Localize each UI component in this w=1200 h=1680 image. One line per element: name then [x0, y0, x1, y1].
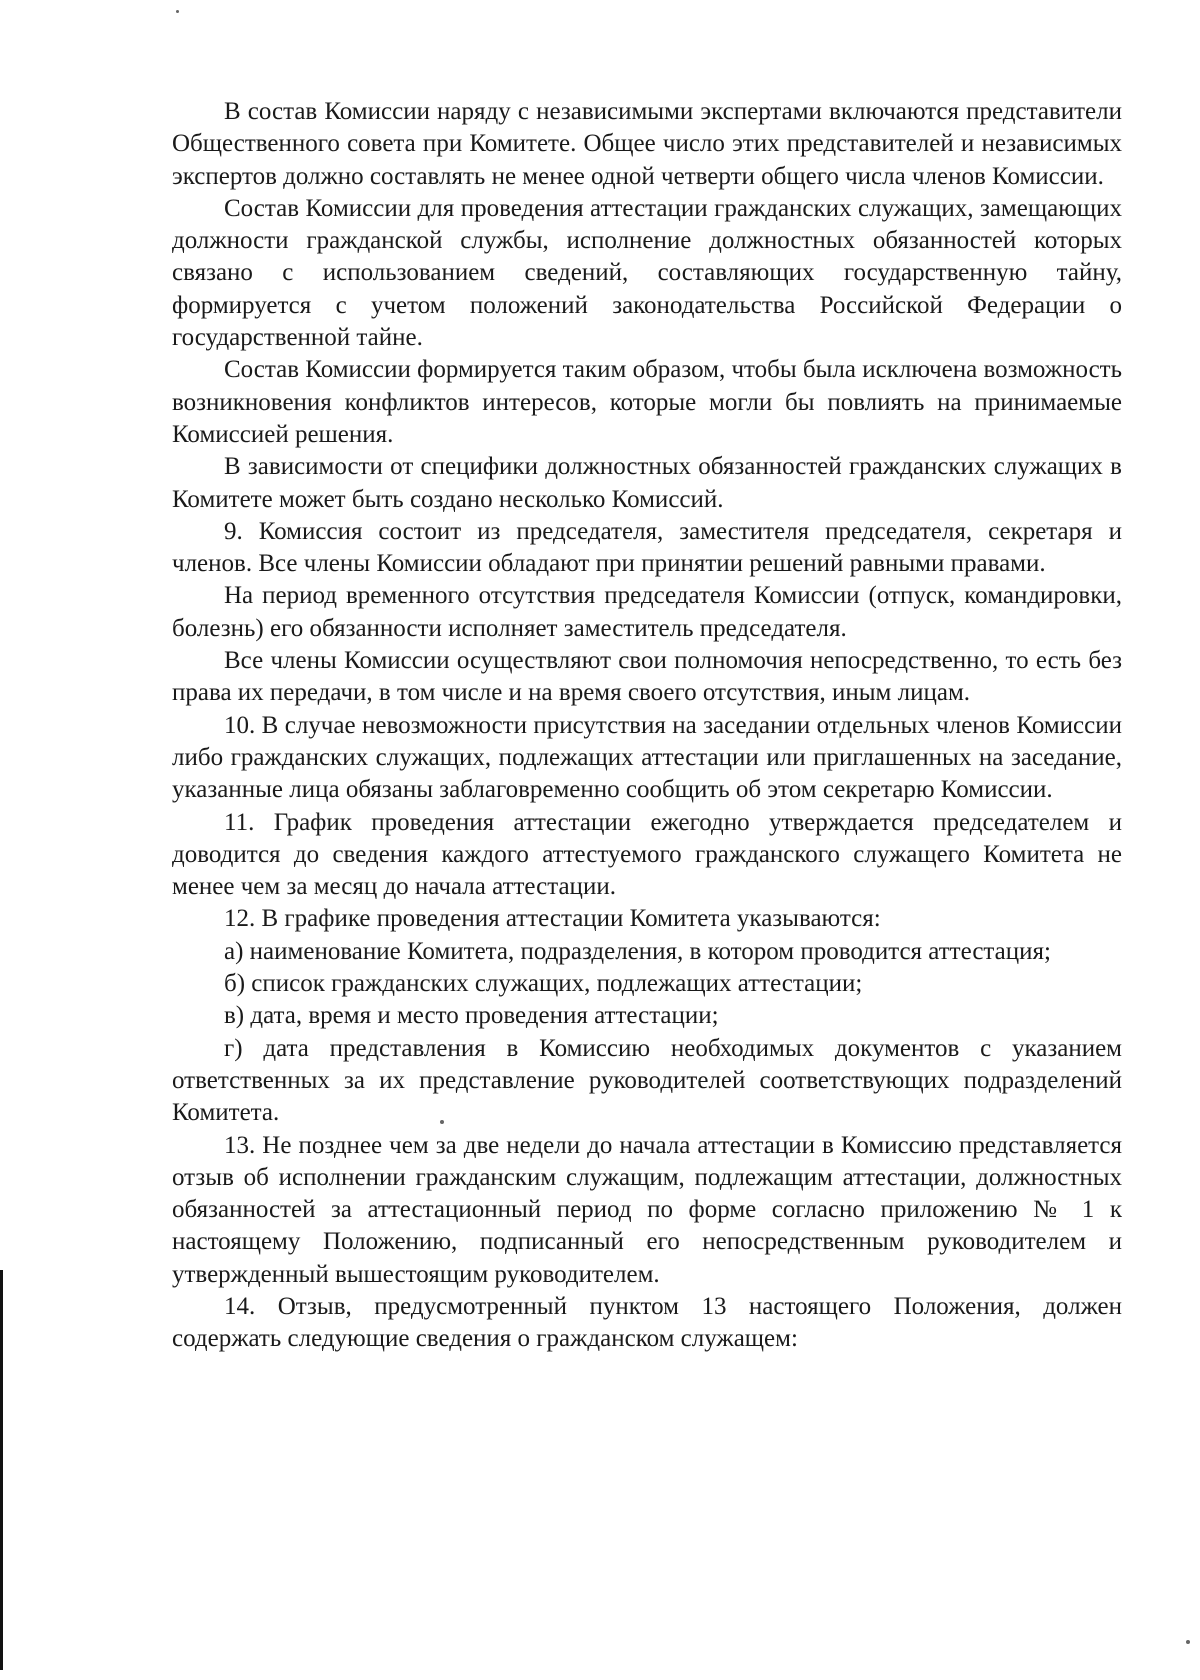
list-item: в) дата, время и место проведения аттестации;	[224, 1002, 719, 1030]
paragraph: 13. Не позднее чем за две недели до начала аттестации в Комиссию представляется отзыв об исполнении гражданским служащим, подлежащим аттестации, должностных обязанностей за аттестационный период по форме согласно приложению № 1 к настоящему Положению, подписанный его непосредственным руководителем и утвержденный вышестоящим руководителем.	[172, 1131, 1122, 1288]
document-body	[172, 96, 1122, 1356]
list-item: б) список гражданских служащих, подлежащих аттестации;	[224, 970, 863, 998]
scan-edge-line	[0, 1270, 3, 1670]
paragraph: 14. Отзыв, предусмотренный пунктом 13 настоящего Положения, должен содержать следующие сведения о гражданском служащем:	[172, 1292, 1122, 1353]
paragraph: В зависимости от специфики должностных обязанностей гражданских служащих в Комитете может быть создано несколько Комиссий.	[172, 453, 1122, 513]
scan-speck	[1186, 1640, 1190, 1644]
paragraph: Состав Комиссии для проведения аттестации гражданских служащих, замещающих должности гражданской службы, исполнение должностных обязанностей которых связано с использованием сведений, составляющих государственную тайну, формируется с учетом положений законодательства Российской Федерации о государственной тайне.	[172, 194, 1122, 352]
paragraph: В состав Комиссии наряду с независимыми экспертами включаются представители Общественного совета при Комитете. Общее число этих представителей и независимых экспертов должно составлять не менее одной четверти общего числа членов Комиссии.	[172, 98, 1122, 190]
paragraph: Все члены Комиссии осуществляют свои полномочия непосредственно, то есть без права их передачи, в том числе и на время своего отсутствия, иным лицам.	[172, 647, 1122, 707]
scan-speck	[176, 10, 179, 13]
paragraph: 12. В графике проведения аттестации Комитета указываются:	[224, 905, 881, 933]
list-item: г) дата представления в Комиссию необходимых документов с указанием ответственных за их представление руководителей соответствующих подразделений Комитета.	[172, 1034, 1122, 1127]
list-item: а) наименование Комитета, подразделения, в котором проводится аттестация;	[224, 937, 1051, 965]
paragraph: 11. График проведения аттестации ежегодно утверждается председателем и доводится до сведения каждого аттестуемого гражданского служащего Комитета не менее чем за месяц до начала аттестации.	[172, 808, 1122, 901]
paragraph: Состав Комиссии формируется таким образом, чтобы была исключена возможность возникновения конфликтов интересов, которые могли бы повлиять на принимаемые Комиссией решения.	[172, 356, 1123, 448]
paragraph: 9. Комиссия состоит из председателя, заместителя председателя, секретаря и членов. Все члены Комиссии обладают при принятии решений равными правами.	[172, 517, 1122, 578]
paragraph: На период временного отсутствия председателя Комиссии (отпуск, командировки, болезнь) его обязанности исполняет заместитель председателя.	[172, 582, 1122, 642]
paragraph: 10. В случае невозможности присутствия на заседании отдельных членов Комиссии либо гражданских служащих, подлежащих аттестации или приглашенных на заседание, указанные лица обязаны заблаговременно сообщить об этом секретарю Комиссии.	[172, 711, 1122, 804]
